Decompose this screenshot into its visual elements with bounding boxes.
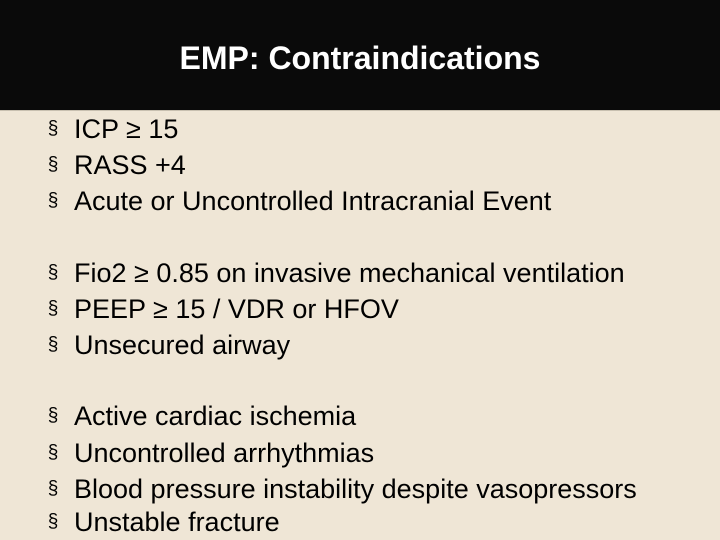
bullet-item [0,504,720,540]
bullet-icon: § [47,511,59,532]
bullet-item [0,147,720,183]
bullet-icon: § [47,190,59,211]
bullet-icon: § [47,442,59,463]
bullet-text: Blood pressure instability despite vasopressors [74,474,637,504]
bullet-item [0,291,720,327]
bullet-item [0,398,720,434]
bullet-icon: § [47,478,59,499]
bullet-text: Uncontrolled arrhythmias [74,438,375,468]
bullet-text: Acute or Uncontrolled Intracranial Event [74,186,552,216]
bullet-item [0,255,720,291]
bullet-icon: § [47,118,59,139]
slide-title: EMP: Contraindications [179,40,541,76]
title-bar [0,0,720,111]
bullet-text: Unstable fracture [74,507,280,537]
bullet-text: RASS +4 [74,150,186,180]
bullet-icon: § [47,298,59,319]
bullet-item [0,435,720,471]
bullet-text: ICP ≥ 15 [74,114,179,144]
bullet-text: Fio2 ≥ 0.85 on invasive mechanical ventilation [74,258,625,288]
bullet-text: Active cardiac ischemia [74,401,357,431]
bullet-icon: § [47,334,59,355]
bullet-icon: § [47,262,59,283]
bullet-item [0,471,720,507]
bullet-icon: § [47,405,59,426]
bullet-item [0,111,720,147]
bullet-text: PEEP ≥ 15 / VDR or HFOV [74,294,399,324]
bullet-item [0,183,720,219]
bullet-text: Unsecured airway [74,330,291,360]
bullet-icon: § [47,154,59,175]
bullet-item [0,327,720,363]
